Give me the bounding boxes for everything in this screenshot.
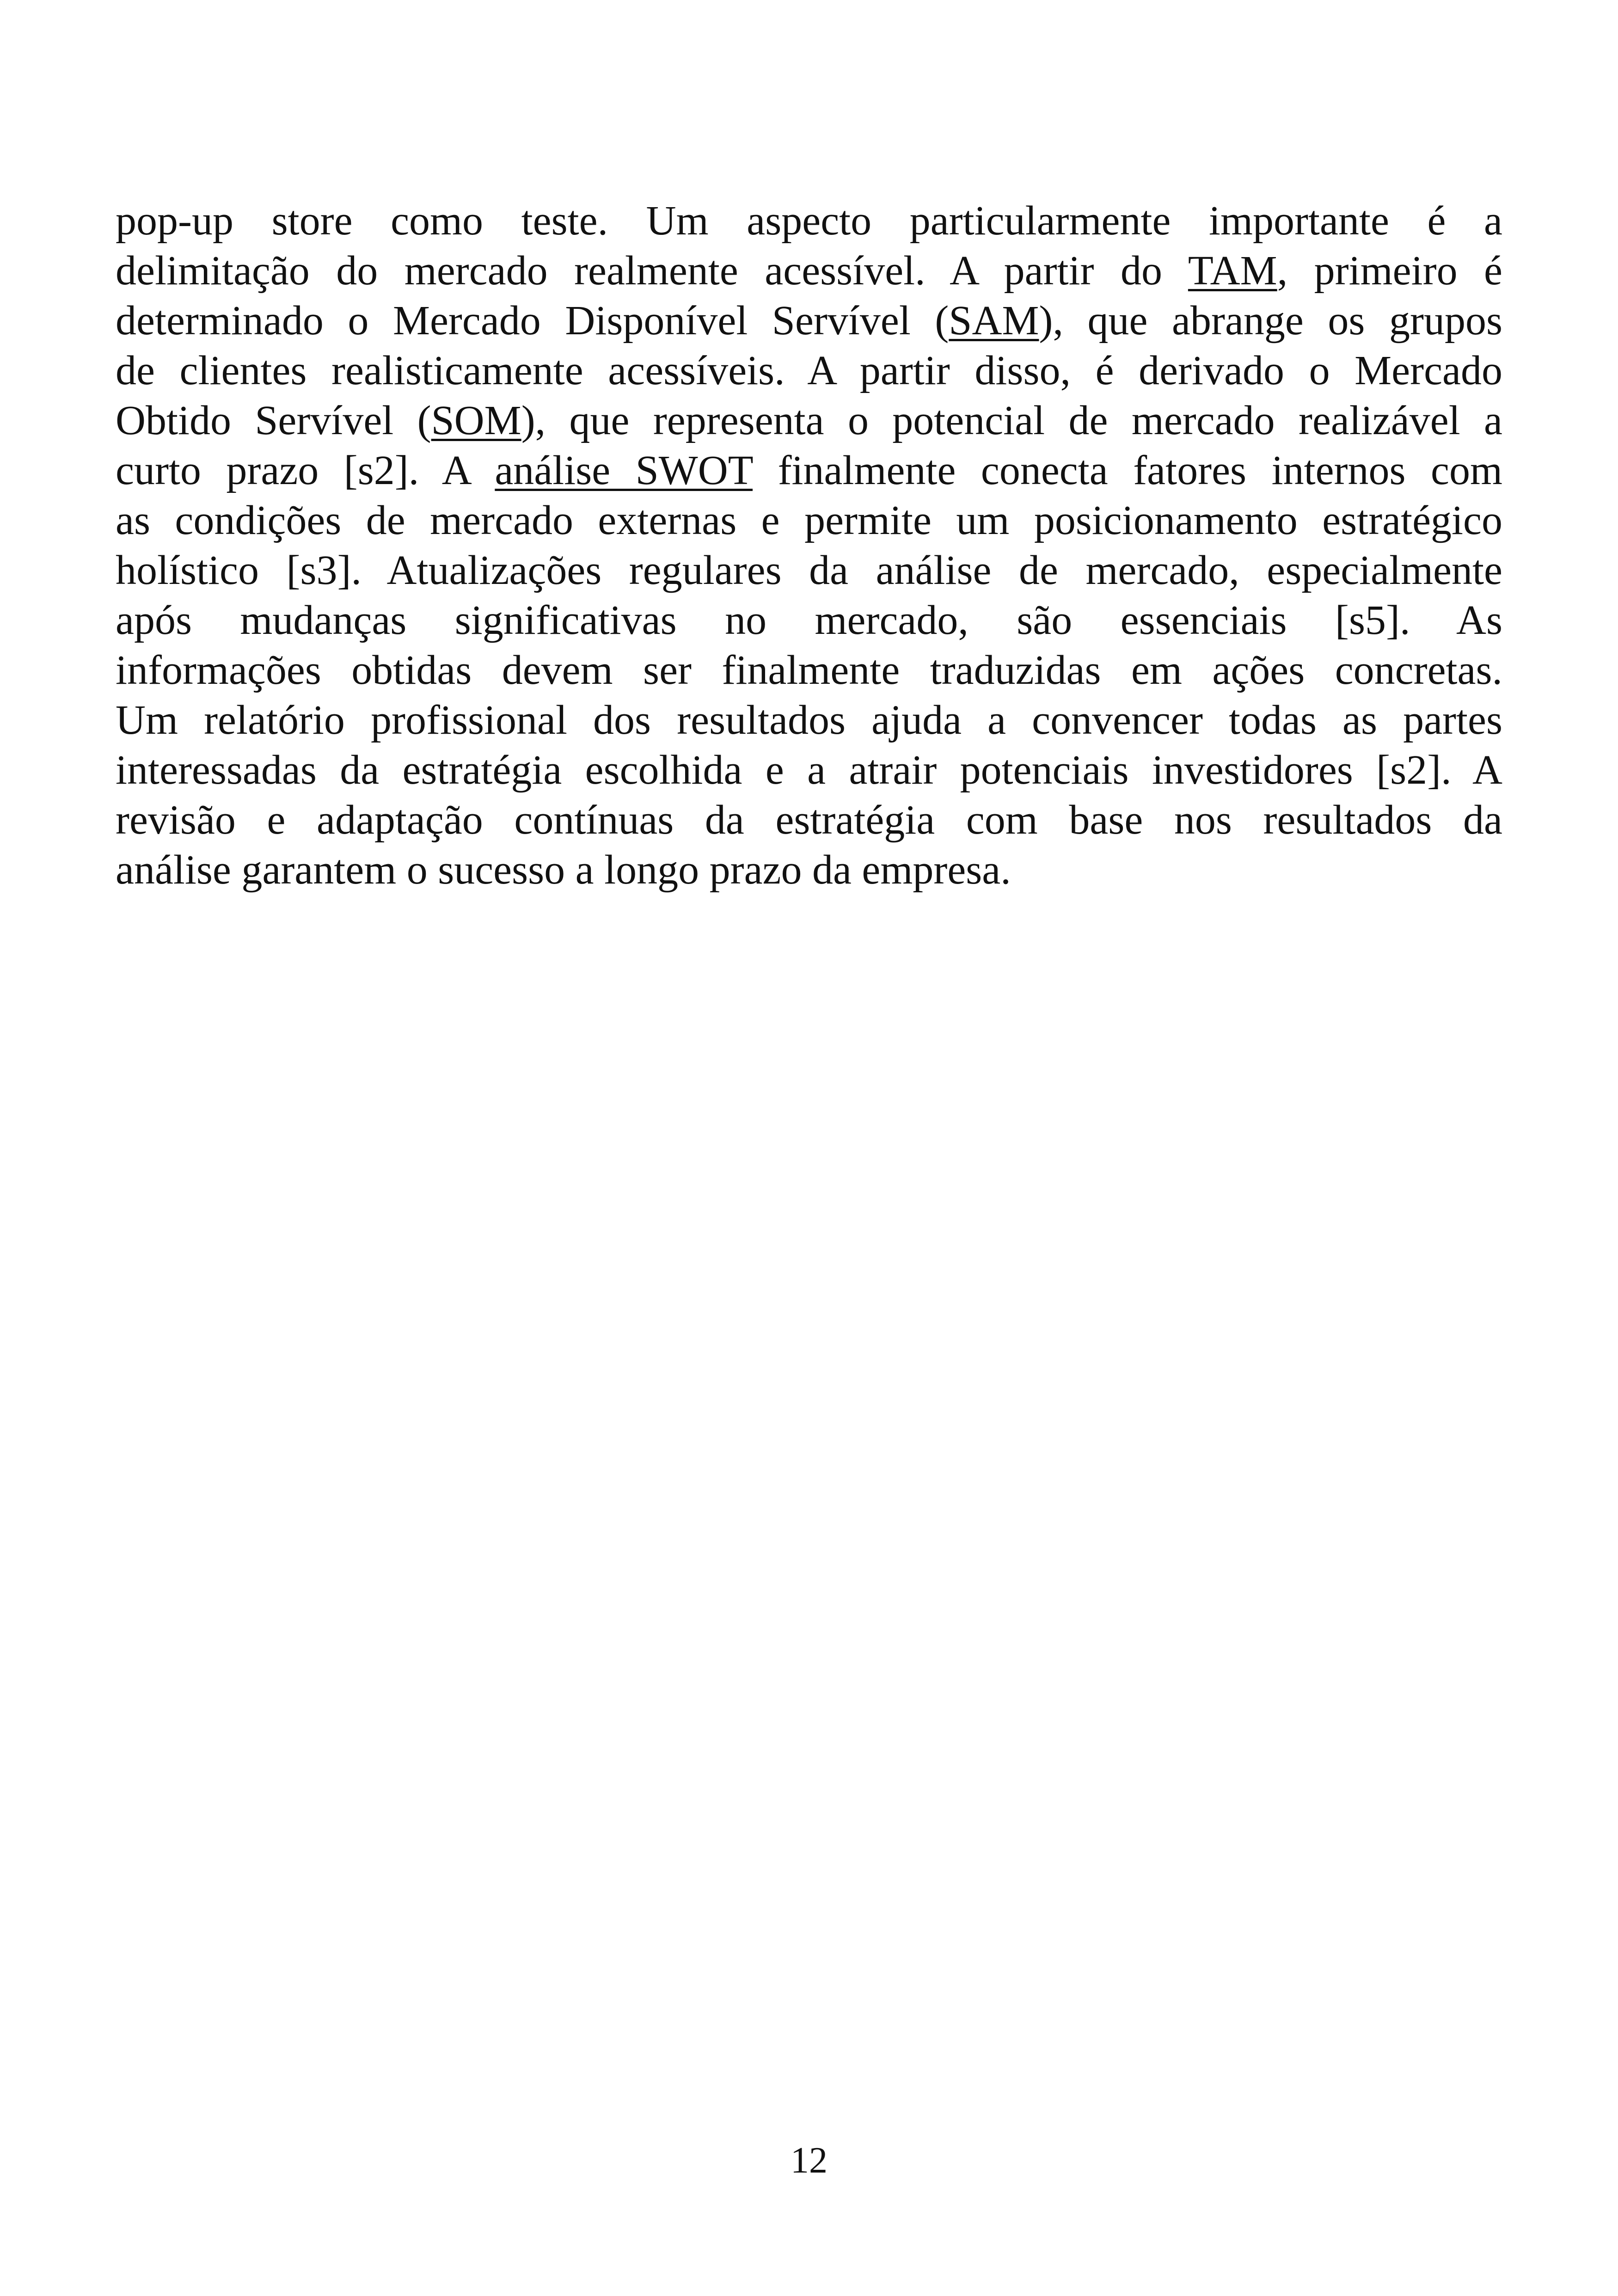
text-line [116,196,1502,246]
text-line [116,845,1502,895]
glossary-term-link[interactable]: SAM [949,298,1039,344]
text-line [116,296,1502,346]
text-segment: as condições de mercado externas e permite um posicionamento estratégico [116,497,1502,543]
text-segment: determinado o Mercado Disponível Servível ( [116,298,949,344]
text-line [116,396,1502,446]
text-segment: informações obtidas devem ser finalmente traduzidas em ações concretas. [116,647,1502,693]
glossary-term-link[interactable]: TAM [1188,248,1277,294]
text-line [116,446,1502,496]
text-segment: pop-up store como teste. Um aspecto particularmente importante é a [116,198,1502,244]
text-segment: , primeiro é [1277,248,1502,294]
text-segment: de clientes realisticamente acessíveis. A partir disso, é derivado o Mercado [116,348,1502,393]
text-segment: análise garantem o sucesso a longo prazo da empresa. [116,847,1011,893]
text-segment: Um relatório profissional dos resultados ajuda a convencer todas as partes [116,697,1502,743]
text-line [116,246,1502,296]
text-line [116,546,1502,595]
text-segment: ), que representa o potencial de mercado realizável a [521,398,1503,443]
text-segment: curto prazo [s2]. A [116,448,495,493]
text-segment: revisão e adaptação contínuas da estratégia com base nos resultados da [116,797,1502,843]
glossary-term-link[interactable]: SOM [431,398,521,443]
text-segment: interessadas da estratégia escolhida e a atrair potenciais investidores [s2]. A [116,747,1502,793]
text-line [116,795,1502,845]
text-segment: Obtido Servível ( [116,398,431,443]
text-line [116,595,1502,645]
text-segment: delimitação do mercado realmente acessível. A partir do [116,248,1188,294]
text-segment: ), que abrange os grupos [1039,298,1502,344]
text-segment: holístico [s3]. Atualizações regulares da análise de mercado, especialmente [116,547,1502,593]
text-segment: finalmente conecta fatores internos com [753,448,1502,493]
text-line [116,745,1502,795]
text-line [116,346,1502,396]
page-number: 12 [791,2140,827,2181]
text-segment: após mudanças significativas no mercado, são essenciais [s5]. As [116,597,1502,643]
body-paragraph [116,196,1502,895]
text-line [116,645,1502,695]
glossary-term-link[interactable]: análise SWOT [495,448,753,493]
text-line [116,695,1502,745]
text-line [116,496,1502,546]
